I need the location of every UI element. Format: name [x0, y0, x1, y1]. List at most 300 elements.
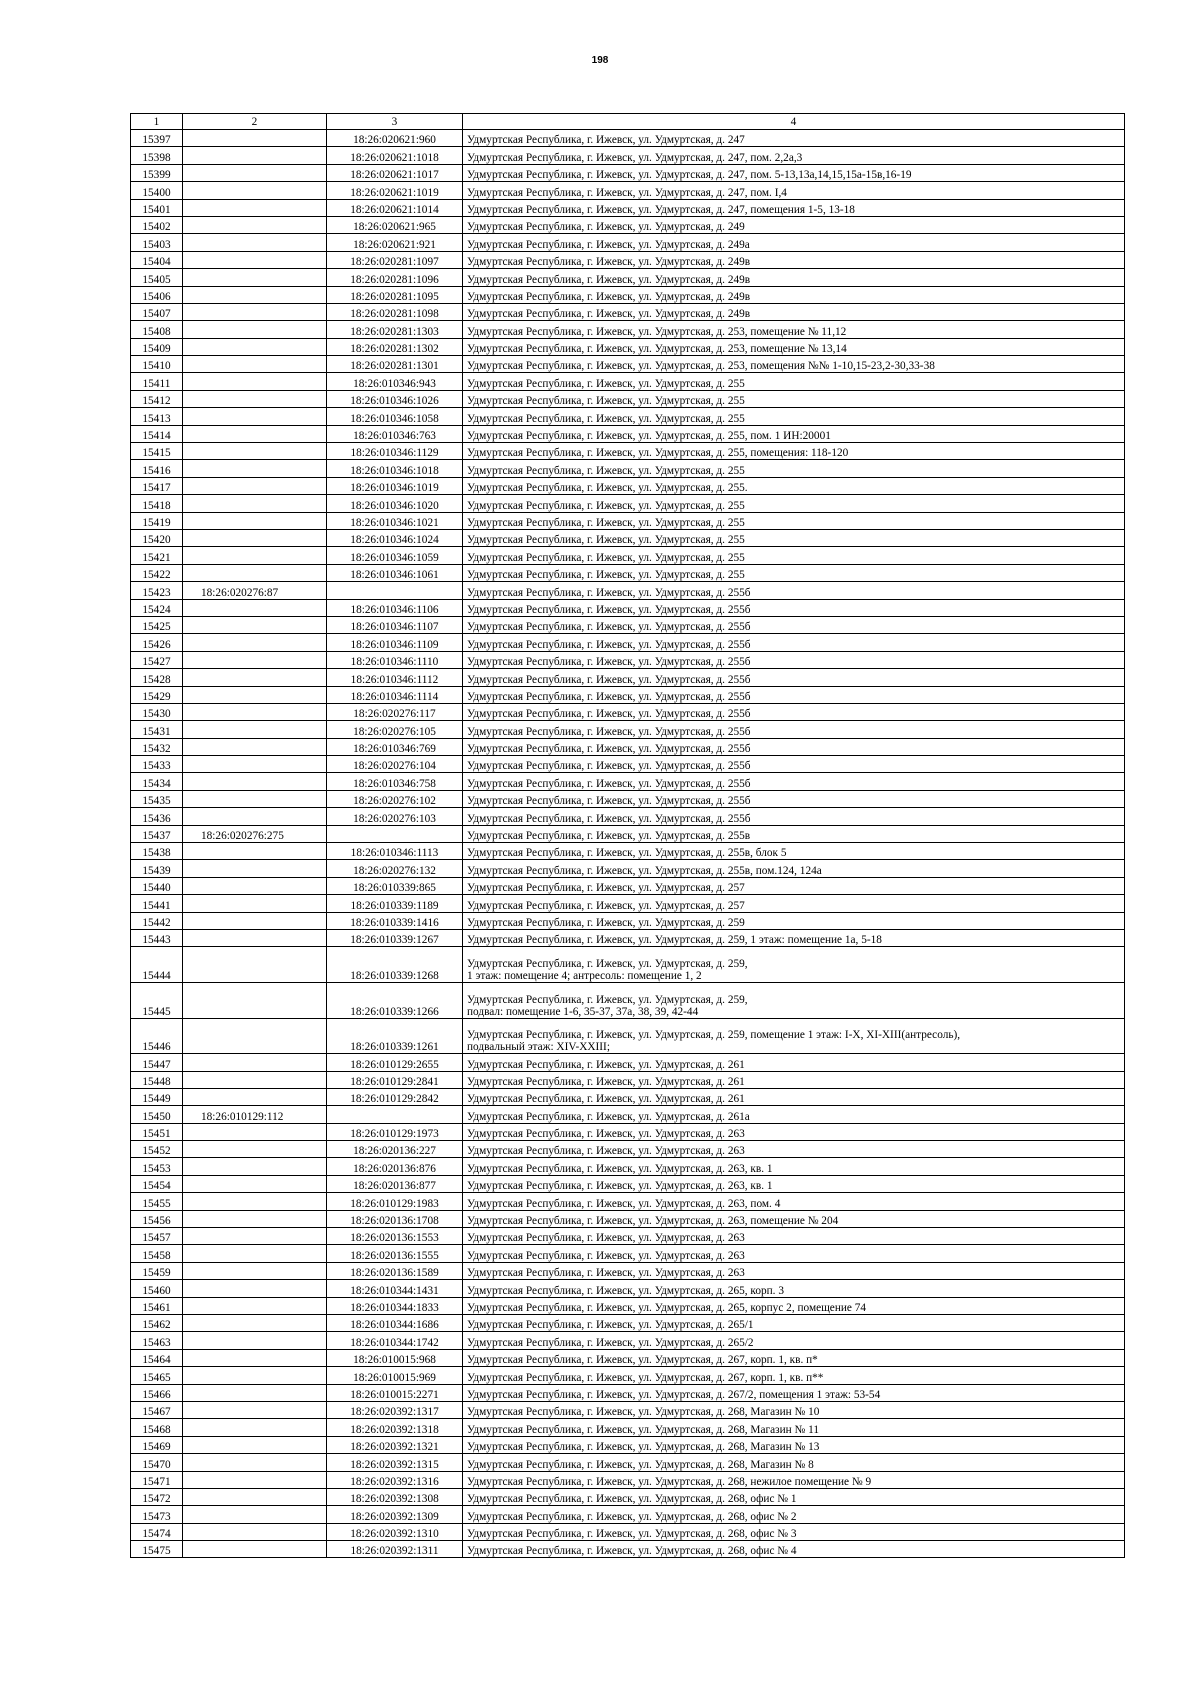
address: Удмуртская Республика, г. Ижевск, ул. Удмуртская, д. 268, офис № 4: [463, 1541, 1125, 1558]
object-cadastral-number: 18:26:020392:1310: [327, 1523, 463, 1540]
address: Удмуртская Республика, г. Ижевск, ул. Удмуртская, д. 263: [463, 1228, 1125, 1245]
object-cadastral-number: 18:26:020281:1098: [327, 303, 463, 320]
land-cadastral-number: [183, 251, 327, 268]
row-number: 15409: [131, 338, 183, 355]
land-cadastral-number: [183, 130, 327, 147]
row-number: 15397: [131, 130, 183, 147]
row-number: 15424: [131, 599, 183, 616]
row-number: 15466: [131, 1384, 183, 1401]
row-number: 15447: [131, 1054, 183, 1071]
table-row: [131, 860, 1125, 877]
address: Удмуртская Республика, г. Ижевск, ул. Удмуртская, д. 255, помещения: 118-120: [463, 443, 1125, 460]
table-row: [131, 1541, 1125, 1558]
object-cadastral-number: 18:26:010346:1018: [327, 460, 463, 477]
row-number: 15448: [131, 1071, 183, 1088]
address: Удмуртская Республика, г. Ижевск, ул. Удмуртская, д. 263, пом. 4: [463, 1193, 1125, 1210]
row-number: 15450: [131, 1106, 183, 1123]
object-cadastral-number: 18:26:020276:105: [327, 721, 463, 738]
land-cadastral-number: [183, 982, 327, 1018]
table-row: [131, 895, 1125, 912]
row-number: 15439: [131, 860, 183, 877]
land-cadastral-number: [183, 1349, 327, 1366]
row-number: 15465: [131, 1367, 183, 1384]
table-row: [131, 651, 1125, 668]
address: Удмуртская Республика, г. Ижевск, ул. Удмуртская, д. 255: [463, 547, 1125, 564]
land-cadastral-number: [183, 651, 327, 668]
object-cadastral-number: 18:26:020392:1318: [327, 1419, 463, 1436]
table-row: [131, 1401, 1125, 1418]
table-row: [131, 1471, 1125, 1488]
object-cadastral-number: 18:26:010339:1189: [327, 895, 463, 912]
land-cadastral-number: [183, 321, 327, 338]
land-cadastral-number: [183, 1175, 327, 1192]
row-number: 15410: [131, 356, 183, 373]
land-cadastral-number: [183, 1018, 327, 1054]
land-cadastral-number: [183, 860, 327, 877]
table-row: [131, 1071, 1125, 1088]
address: Удмуртская Республика, г. Ижевск, ул. Удмуртская, д. 247, помещения 1-5, 13-18: [463, 199, 1125, 216]
land-cadastral-number: [183, 1262, 327, 1279]
object-cadastral-number: 18:26:010129:1973: [327, 1123, 463, 1140]
address: Удмуртская Республика, г. Ижевск, ул. Удмуртская, д. 255в, блок 5: [463, 843, 1125, 860]
row-number: 15416: [131, 460, 183, 477]
row-number: 15435: [131, 790, 183, 807]
object-cadastral-number: 18:26:010346:1110: [327, 651, 463, 668]
object-cadastral-number: 18:26:020392:1321: [327, 1436, 463, 1453]
table-row: [131, 1158, 1125, 1175]
land-cadastral-number: [183, 512, 327, 529]
table-row: [131, 234, 1125, 251]
object-cadastral-number: 18:26:020136:227: [327, 1141, 463, 1158]
object-cadastral-number: 18:26:010339:1266: [327, 982, 463, 1018]
address: Удмуртская Республика, г. Ижевск, ул. Удмуртская, д. 263: [463, 1141, 1125, 1158]
land-cadastral-number: [183, 216, 327, 233]
land-cadastral-number: [183, 1541, 327, 1558]
table-row: [131, 425, 1125, 442]
object-cadastral-number: 18:26:010346:1021: [327, 512, 463, 529]
row-number: 15433: [131, 756, 183, 773]
table-row: [131, 599, 1125, 616]
address: Удмуртская Республика, г. Ижевск, ул. Удмуртская, д. 268, нежилое помещение № 9: [463, 1471, 1125, 1488]
address: Удмуртская Республика, г. Ижевск, ул. Удмуртская, д. 263: [463, 1123, 1125, 1140]
object-cadastral-number: 18:26:020136:1589: [327, 1262, 463, 1279]
address: Удмуртская Республика, г. Ижевск, ул. Удмуртская, д. 261: [463, 1054, 1125, 1071]
object-cadastral-number: 18:26:020281:1302: [327, 338, 463, 355]
row-number: 15438: [131, 843, 183, 860]
address: Удмуртская Республика, г. Ижевск, ул. Удмуртская, д. 255, пом. 1 ИН:20001: [463, 425, 1125, 442]
land-cadastral-number: [183, 1332, 327, 1349]
table-row: [131, 1419, 1125, 1436]
address: Удмуртская Республика, г. Ижевск, ул. Удмуртская, д. 255б: [463, 669, 1125, 686]
object-cadastral-number: 18:26:020276:103: [327, 808, 463, 825]
land-cadastral-number: [183, 1123, 327, 1140]
address: Удмуртская Республика, г. Ижевск, ул. Удмуртская, д. 257: [463, 877, 1125, 894]
table-row: [131, 477, 1125, 494]
row-number: 15417: [131, 477, 183, 494]
land-cadastral-number: [183, 529, 327, 546]
row-number: 15408: [131, 321, 183, 338]
table-row: [131, 1488, 1125, 1505]
table-row: [131, 390, 1125, 407]
object-cadastral-number: 18:26:010344:1742: [327, 1332, 463, 1349]
table-row: [131, 199, 1125, 216]
row-number: 15432: [131, 738, 183, 755]
land-cadastral-number: [183, 1384, 327, 1401]
table-row: [131, 947, 1125, 983]
land-cadastral-number: [183, 1523, 327, 1540]
address: Удмуртская Республика, г. Ижевск, ул. Удмуртская, д. 263, помещение № 204: [463, 1210, 1125, 1227]
land-cadastral-number: [183, 356, 327, 373]
address: Удмуртская Республика, г. Ижевск, ул. Удмуртская, д. 255б: [463, 651, 1125, 668]
land-cadastral-number: [183, 1419, 327, 1436]
table-row: [131, 1506, 1125, 1523]
object-cadastral-number: 18:26:020281:1095: [327, 286, 463, 303]
object-cadastral-number: 18:26:010346:1019: [327, 477, 463, 494]
object-cadastral-number: 18:26:020621:921: [327, 234, 463, 251]
row-number: 15434: [131, 773, 183, 790]
land-cadastral-number: [183, 895, 327, 912]
column-header: 3: [327, 114, 463, 130]
row-number: 15407: [131, 303, 183, 320]
row-number: 15399: [131, 164, 183, 181]
address: Удмуртская Республика, г. Ижевск, ул. Удмуртская, д. 268, Магазин № 10: [463, 1401, 1125, 1418]
table-row: [131, 1436, 1125, 1453]
object-cadastral-number: 18:26:020276:132: [327, 860, 463, 877]
row-number: 15398: [131, 147, 183, 164]
table-row: [131, 582, 1125, 599]
object-cadastral-number: 18:26:020281:1096: [327, 269, 463, 286]
land-cadastral-number: [183, 616, 327, 633]
row-number: 15412: [131, 390, 183, 407]
address: Удмуртская Республика, г. Ижевск, ул. Удмуртская, д. 259, подвал: помещение 1-6, 35-37, 37а, 38, 39, 42-44: [463, 982, 1125, 1018]
row-number: 15425: [131, 616, 183, 633]
table-row: [131, 877, 1125, 894]
table-row: [131, 773, 1125, 790]
row-number: 15429: [131, 686, 183, 703]
object-cadastral-number: [327, 1106, 463, 1123]
address: Удмуртская Республика, г. Ижевск, ул. Удмуртская, д. 255: [463, 495, 1125, 512]
object-cadastral-number: 18:26:010015:968: [327, 1349, 463, 1366]
address: Удмуртская Республика, г. Ижевск, ул. Удмуртская, д. 268, Магазин № 11: [463, 1419, 1125, 1436]
table-row: [131, 1315, 1125, 1332]
table-row: [131, 616, 1125, 633]
land-cadastral-number: [183, 1054, 327, 1071]
row-number: 15437: [131, 825, 183, 842]
address: Удмуртская Республика, г. Ижевск, ул. Удмуртская, д. 255: [463, 529, 1125, 546]
land-cadastral-number: [183, 1158, 327, 1175]
object-cadastral-number: [327, 582, 463, 599]
land-cadastral-number: 18:26:020276:275: [183, 825, 327, 842]
land-cadastral-number: [183, 303, 327, 320]
address: Удмуртская Республика, г. Ижевск, ул. Удмуртская, д. 263: [463, 1262, 1125, 1279]
object-cadastral-number: 18:26:020136:1555: [327, 1245, 463, 1262]
object-cadastral-number: 18:26:010344:1833: [327, 1297, 463, 1314]
row-number: 15405: [131, 269, 183, 286]
address: Удмуртская Республика, г. Ижевск, ул. Удмуртская, д. 247, пом. I,4: [463, 182, 1125, 199]
address: Удмуртская Республика, г. Ижевск, ул. Удмуртская, д. 261а: [463, 1106, 1125, 1123]
row-number: 15400: [131, 182, 183, 199]
table-row: [131, 408, 1125, 425]
row-number: 15411: [131, 373, 183, 390]
land-cadastral-number: [183, 1297, 327, 1314]
land-cadastral-number: [183, 877, 327, 894]
address: Удмуртская Республика, г. Ижевск, ул. Удмуртская, д. 267, корп. 1, кв. п**: [463, 1367, 1125, 1384]
address: Удмуртская Республика, г. Ижевск, ул. Удмуртская, д. 253, помещение № 11,12: [463, 321, 1125, 338]
address: Удмуртская Республика, г. Ижевск, ул. Удмуртская, д. 255б: [463, 703, 1125, 720]
land-cadastral-number: [183, 564, 327, 581]
table-row: [131, 130, 1125, 147]
address: Удмуртская Республика, г. Ижевск, ул. Удмуртская, д. 253, помещения №№ 1-10,15-23,2-30,33-38: [463, 356, 1125, 373]
table-row: [131, 912, 1125, 929]
land-cadastral-number: [183, 338, 327, 355]
object-cadastral-number: 18:26:020621:1014: [327, 199, 463, 216]
table-row: [131, 303, 1125, 320]
object-cadastral-number: 18:26:010346:943: [327, 373, 463, 390]
row-number: 15422: [131, 564, 183, 581]
table-row: [131, 269, 1125, 286]
table-row: [131, 1106, 1125, 1123]
table-row: [131, 1123, 1125, 1140]
table-row: [131, 982, 1125, 1018]
address: Удмуртская Республика, г. Ижевск, ул. Удмуртская, д. 255: [463, 390, 1125, 407]
object-cadastral-number: 18:26:010346:1114: [327, 686, 463, 703]
object-cadastral-number: 18:26:010339:1416: [327, 912, 463, 929]
land-cadastral-number: [183, 443, 327, 460]
table-row: [131, 547, 1125, 564]
table-row: [131, 756, 1125, 773]
address: Удмуртская Республика, г. Ижевск, ул. Удмуртская, д. 255б: [463, 773, 1125, 790]
address: Удмуртская Республика, г. Ижевск, ул. Удмуртская, д. 267, корп. 1, кв. п*: [463, 1349, 1125, 1366]
table-row: [131, 251, 1125, 268]
address: Удмуртская Республика, г. Ижевск, ул. Удмуртская, д. 265/1: [463, 1315, 1125, 1332]
address: Удмуртская Республика, г. Ижевск, ул. Удмуртская, д. 255в: [463, 825, 1125, 842]
object-cadastral-number: 18:26:010346:1129: [327, 443, 463, 460]
object-cadastral-number: 18:26:010346:1020: [327, 495, 463, 512]
row-number: 15473: [131, 1506, 183, 1523]
table-row: [131, 1384, 1125, 1401]
address: Удмуртская Республика, г. Ижевск, ул. Удмуртская, д. 255: [463, 512, 1125, 529]
address: Удмуртская Республика, г. Ижевск, ул. Удмуртская, д. 255б: [463, 721, 1125, 738]
table-row: [131, 443, 1125, 460]
table-row: [131, 808, 1125, 825]
address: Удмуртская Республика, г. Ижевск, ул. Удмуртская, д. 247, пом. 5-13,13а,14,15,15а-15в,16-19: [463, 164, 1125, 181]
page-number: 198: [591, 55, 609, 66]
land-cadastral-number: [183, 269, 327, 286]
row-number: 15427: [131, 651, 183, 668]
object-cadastral-number: 18:26:010129:2842: [327, 1088, 463, 1105]
land-cadastral-number: [183, 1141, 327, 1158]
land-cadastral-number: [183, 721, 327, 738]
object-cadastral-number: 18:26:010346:1024: [327, 529, 463, 546]
object-cadastral-number: 18:26:010339:1267: [327, 929, 463, 946]
object-cadastral-number: 18:26:020621:1019: [327, 182, 463, 199]
row-number: 15471: [131, 1471, 183, 1488]
address: Удмуртская Республика, г. Ижевск, ул. Удмуртская, д. 255в, пом.124, 124а: [463, 860, 1125, 877]
land-cadastral-number: [183, 929, 327, 946]
address: Удмуртская Республика, г. Ижевск, ул. Удмуртская, д. 257: [463, 895, 1125, 912]
row-number: 15441: [131, 895, 183, 912]
object-cadastral-number: 18:26:010346:1059: [327, 547, 463, 564]
row-number: 15402: [131, 216, 183, 233]
land-cadastral-number: [183, 1367, 327, 1384]
row-number: 15467: [131, 1401, 183, 1418]
object-cadastral-number: 18:26:010346:1112: [327, 669, 463, 686]
row-number: 15461: [131, 1297, 183, 1314]
object-cadastral-number: 18:26:010346:1026: [327, 390, 463, 407]
object-cadastral-number: [327, 825, 463, 842]
table-row: [131, 1210, 1125, 1227]
land-cadastral-number: 18:26:010129:112: [183, 1106, 327, 1123]
address: Удмуртская Республика, г. Ижевск, ул. Удмуртская, д. 255: [463, 373, 1125, 390]
object-cadastral-number: 18:26:020276:117: [327, 703, 463, 720]
object-cadastral-number: 18:26:010346:763: [327, 425, 463, 442]
row-number: 15440: [131, 877, 183, 894]
land-cadastral-number: [183, 599, 327, 616]
object-cadastral-number: 18:26:020276:102: [327, 790, 463, 807]
table-row: [131, 669, 1125, 686]
table-body: [131, 130, 1125, 1558]
address: Удмуртская Республика, г. Ижевск, ул. Удмуртская, д. 263, кв. 1: [463, 1175, 1125, 1192]
table-row: [131, 1054, 1125, 1071]
row-number: 15472: [131, 1488, 183, 1505]
land-cadastral-number: [183, 1436, 327, 1453]
object-cadastral-number: 18:26:010346:769: [327, 738, 463, 755]
row-number: 15462: [131, 1315, 183, 1332]
table-row: [131, 686, 1125, 703]
land-cadastral-number: [183, 182, 327, 199]
table-row: [131, 564, 1125, 581]
land-cadastral-number: 18:26:020276:87: [183, 582, 327, 599]
table-row: [131, 1454, 1125, 1471]
object-cadastral-number: 18:26:010344:1686: [327, 1315, 463, 1332]
land-cadastral-number: [183, 634, 327, 651]
table-row: [131, 512, 1125, 529]
land-cadastral-number: [183, 286, 327, 303]
table-row: [131, 321, 1125, 338]
table-row: [131, 825, 1125, 842]
row-number: 15463: [131, 1332, 183, 1349]
address: Удмуртская Республика, г. Ижевск, ул. Удмуртская, д. 268, Магазин № 8: [463, 1454, 1125, 1471]
table-row: [131, 216, 1125, 233]
table-row: [131, 147, 1125, 164]
table-row: [131, 338, 1125, 355]
address: Удмуртская Республика, г. Ижевск, ул. Удмуртская, д. 247: [463, 130, 1125, 147]
land-cadastral-number: [183, 790, 327, 807]
row-number: 15449: [131, 1088, 183, 1105]
object-cadastral-number: 18:26:020136:876: [327, 1158, 463, 1175]
table-row: [131, 1280, 1125, 1297]
object-cadastral-number: 18:26:020621:965: [327, 216, 463, 233]
object-cadastral-number: 18:26:010346:1106: [327, 599, 463, 616]
address: Удмуртская Республика, г. Ижевск, ул. Удмуртская, д. 268, Магазин № 13: [463, 1436, 1125, 1453]
land-cadastral-number: [183, 477, 327, 494]
address: Удмуртская Республика, г. Ижевск, ул. Удмуртская, д. 249в: [463, 286, 1125, 303]
address: Удмуртская Республика, г. Ижевск, ул. Удмуртская, д. 255: [463, 408, 1125, 425]
object-cadastral-number: 18:26:010346:1109: [327, 634, 463, 651]
table-row: [131, 356, 1125, 373]
object-cadastral-number: 18:26:020621:1017: [327, 164, 463, 181]
row-number: 15420: [131, 529, 183, 546]
row-number: 15464: [131, 1349, 183, 1366]
address: Удмуртская Республика, г. Ижевск, ул. Удмуртская, д. 249в: [463, 251, 1125, 268]
row-number: 15455: [131, 1193, 183, 1210]
table-row: [131, 373, 1125, 390]
table-row: [131, 790, 1125, 807]
object-cadastral-number: 18:26:010129:2655: [327, 1054, 463, 1071]
land-cadastral-number: [183, 1506, 327, 1523]
address: Удмуртская Республика, г. Ижевск, ул. Удмуртская, д. 255б: [463, 808, 1125, 825]
column-header: 2: [183, 114, 327, 130]
address: Удмуртская Республика, г. Ижевск, ул. Удмуртская, д. 259, 1 этаж: помещение 4; антресоль: помещение 1, 2: [463, 947, 1125, 983]
land-cadastral-number: [183, 1088, 327, 1105]
object-cadastral-number: 18:26:020621:1018: [327, 147, 463, 164]
land-cadastral-number: [183, 1471, 327, 1488]
table-row: [131, 1018, 1125, 1054]
table-row: [131, 529, 1125, 546]
object-cadastral-number: 18:26:010339:865: [327, 877, 463, 894]
object-cadastral-number: 18:26:020136:877: [327, 1175, 463, 1192]
land-cadastral-number: [183, 408, 327, 425]
land-cadastral-number: [183, 912, 327, 929]
address: Удмуртская Республика, г. Ижевск, ул. Удмуртская, д. 265, корп. 3: [463, 1280, 1125, 1297]
land-cadastral-number: [183, 1454, 327, 1471]
table-row: [131, 1332, 1125, 1349]
land-cadastral-number: [183, 1193, 327, 1210]
row-number: 15460: [131, 1280, 183, 1297]
row-number: 15446: [131, 1018, 183, 1054]
land-cadastral-number: [183, 808, 327, 825]
table-row: [131, 164, 1125, 181]
address: Удмуртская Республика, г. Ижевск, ул. Удмуртская, д. 261: [463, 1071, 1125, 1088]
object-cadastral-number: 18:26:020281:1097: [327, 251, 463, 268]
row-number: 15445: [131, 982, 183, 1018]
object-cadastral-number: 18:26:010015:969: [327, 1367, 463, 1384]
address: Удмуртская Республика, г. Ижевск, ул. Удмуртская, д. 268, офис № 1: [463, 1488, 1125, 1505]
row-number: 15406: [131, 286, 183, 303]
row-number: 15413: [131, 408, 183, 425]
address: Удмуртская Республика, г. Ижевск, ул. Удмуртская, д. 268, офис № 3: [463, 1523, 1125, 1540]
land-cadastral-number: [183, 1315, 327, 1332]
object-cadastral-number: 18:26:010346:1058: [327, 408, 463, 425]
column-header: 4: [463, 114, 1125, 130]
table-row: [131, 634, 1125, 651]
land-cadastral-number: [183, 756, 327, 773]
row-number: 15456: [131, 1210, 183, 1227]
land-cadastral-number: [183, 1245, 327, 1262]
registry-table: [130, 113, 1125, 1558]
row-number: 15426: [131, 634, 183, 651]
land-cadastral-number: [183, 1401, 327, 1418]
table-header-row: [131, 114, 1125, 130]
land-cadastral-number: [183, 425, 327, 442]
table-row: [131, 929, 1125, 946]
row-number: 15442: [131, 912, 183, 929]
land-cadastral-number: [183, 234, 327, 251]
table-row: [131, 738, 1125, 755]
row-number: 15421: [131, 547, 183, 564]
land-cadastral-number: [183, 947, 327, 983]
table-row: [131, 1349, 1125, 1366]
address: Удмуртская Республика, г. Ижевск, ул. Удмуртская, д. 255б: [463, 738, 1125, 755]
table-row: [131, 1193, 1125, 1210]
table-row: [131, 1367, 1125, 1384]
object-cadastral-number: 18:26:010129:1983: [327, 1193, 463, 1210]
land-cadastral-number: [183, 199, 327, 216]
address: Удмуртская Республика, г. Ижевск, ул. Удмуртская, д. 267/2, помещения 1 этаж: 53-54: [463, 1384, 1125, 1401]
object-cadastral-number: 18:26:020621:960: [327, 130, 463, 147]
row-number: 15430: [131, 703, 183, 720]
table-row: [131, 495, 1125, 512]
